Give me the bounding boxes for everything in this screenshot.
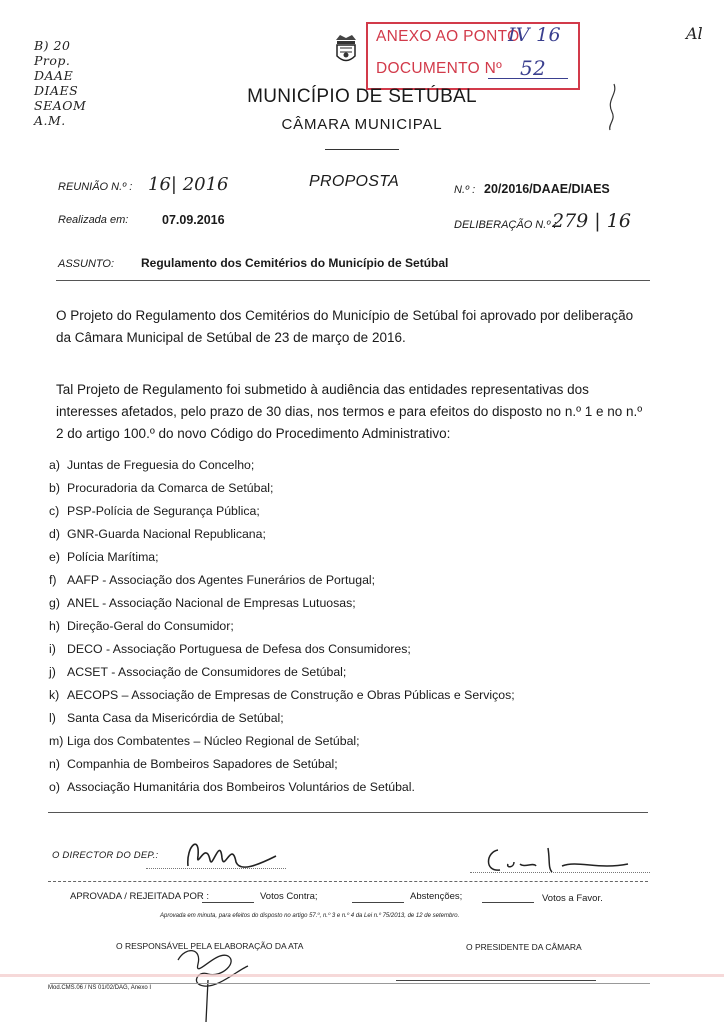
deliberation-number-handwritten: 279 | 16	[552, 210, 631, 232]
margin-mark-icon	[600, 82, 624, 132]
note-line: A.M.	[34, 113, 66, 128]
body-divider	[48, 812, 648, 813]
list-item: a) Juntas de Freguesia do Concelho;	[49, 458, 255, 472]
stamp-document-handwritten: 52	[520, 56, 547, 80]
proponent-signature	[478, 838, 638, 880]
signatures-divider	[48, 881, 648, 882]
held-on-date: 07.09.2016	[162, 213, 225, 227]
list-item: e) Polícia Marítima;	[49, 550, 159, 564]
list-item: g) ANEL - Associação Nacional de Empresas Lutuosas;	[49, 596, 356, 610]
mayor-label: O PRESIDENTE DA CÂMARA	[466, 942, 582, 952]
footer-divider	[50, 983, 650, 984]
annex-stamp	[366, 22, 580, 90]
stamp-line-document: DOCUMENTO Nº	[376, 60, 503, 77]
director-label: O DIRECTOR DO DEP.:	[52, 850, 159, 861]
subject-divider	[56, 280, 650, 281]
meeting-label: REUNIÃO N.º :	[58, 181, 133, 193]
scan-artifact	[0, 974, 724, 977]
municipal-crest-icon	[330, 31, 362, 67]
minutes-responsible-label: O RESPONSÁVEL PELA ELABORAÇÃO DA ATA	[116, 941, 304, 951]
list-item: f) AAFP - Associação dos Agentes Funerários de Portugal;	[49, 573, 376, 587]
distribution-notes	[34, 38, 86, 128]
votes-favor-label: Votos a Favor.	[542, 893, 603, 904]
document-type: PROPOSTA	[309, 173, 400, 190]
list-item: c) PSP-Polícia de Segurança Pública;	[49, 504, 260, 518]
list-item: d) GNR-Guarda Nacional Republicana;	[49, 527, 266, 541]
votes-against-label: Votos Contra;	[260, 891, 318, 902]
subject-value: Regulamento dos Cemitérios do Município de Setúbal	[141, 256, 449, 270]
number-label: N.º :	[454, 184, 476, 196]
list-item: b) Procuradoria da Comarca de Setúbal;	[49, 481, 274, 495]
meeting-number-handwritten: 16| 2016	[148, 174, 229, 195]
list-item: l) Santa Casa da Misericórdia de Setúbal;	[49, 711, 284, 725]
minute-approval-note: Aprovada em minuta, para efeitos do disposto no artigo 57.º, n.º 3 e n.º 4 da Lei n.º 75/2013, de 12 de setembro.	[160, 913, 460, 919]
approved-label: APROVADA / REJEITADA POR :	[70, 891, 210, 902]
subject-label: ASSUNTO:	[58, 258, 115, 270]
list-item: m) Liga dos Combatentes – Núcleo Regional de Setúbal;	[49, 734, 360, 748]
paragraph-approval: O Projeto do Regulamento dos Cemitérios do Município de Setúbal foi aprovado por deliberação da Câmara Municipal de Setúbal de 23 de março de 2016.	[56, 308, 634, 345]
list-item: i) DECO - Associação Portuguesa de Defesa dos Consumidores;	[49, 642, 411, 656]
responsible-signature	[168, 920, 258, 1024]
corner-initials: Al	[686, 24, 703, 43]
list-item: n) Companhia de Bombeiros Sapadores de Setúbal;	[49, 757, 338, 771]
list-item: j) ACSET - Associação de Consumidores de Setúbal;	[49, 665, 347, 679]
list-item: k) AECOPS – Associação de Empresas de Construção e Obras Públicas e Serviços;	[49, 688, 515, 702]
org-department: CÂMARA MUNICIPAL	[281, 116, 443, 133]
note-line: DIAES	[34, 83, 79, 98]
paragraph-hearing: Tal Projeto de Regulamento foi submetido à audiência das entidades representativas dos interesses afetados, pelo prazo de 30 dias, nos termos e para efeitos do disposto no n.º 1 e no n.º 2 do artigo 100.º do novo Código do Procedimento Administrativo:	[56, 382, 643, 441]
held-on-label: Realizada em:	[58, 214, 129, 226]
note-line: B) 20	[34, 38, 71, 53]
note-line: Prop.	[34, 53, 71, 68]
header-divider	[325, 149, 399, 150]
stamp-point-handwritten: IV 16	[508, 24, 561, 46]
deliberation-label: DELIBERAÇÃO N.º :	[454, 219, 557, 231]
abstentions-label: Abstenções;	[410, 891, 463, 902]
stamp-line-annex: ANEXO AO PONTO	[376, 28, 520, 45]
note-line: DAAE	[34, 68, 74, 83]
org-name: MUNICÍPIO DE SETÚBAL	[247, 86, 477, 107]
list-item: o) Associação Humanitária dos Bombeiros Voluntários de Setúbal.	[49, 780, 415, 794]
list-item: h) Direção-Geral do Consumidor;	[49, 619, 234, 633]
form-code: Mod.CMS.06 / NS 01/02/DAG, Anexo I	[48, 985, 152, 991]
proposal-number: 20/2016/DAAE/DIAES	[484, 182, 610, 196]
note-line: SEAOM	[34, 98, 87, 113]
